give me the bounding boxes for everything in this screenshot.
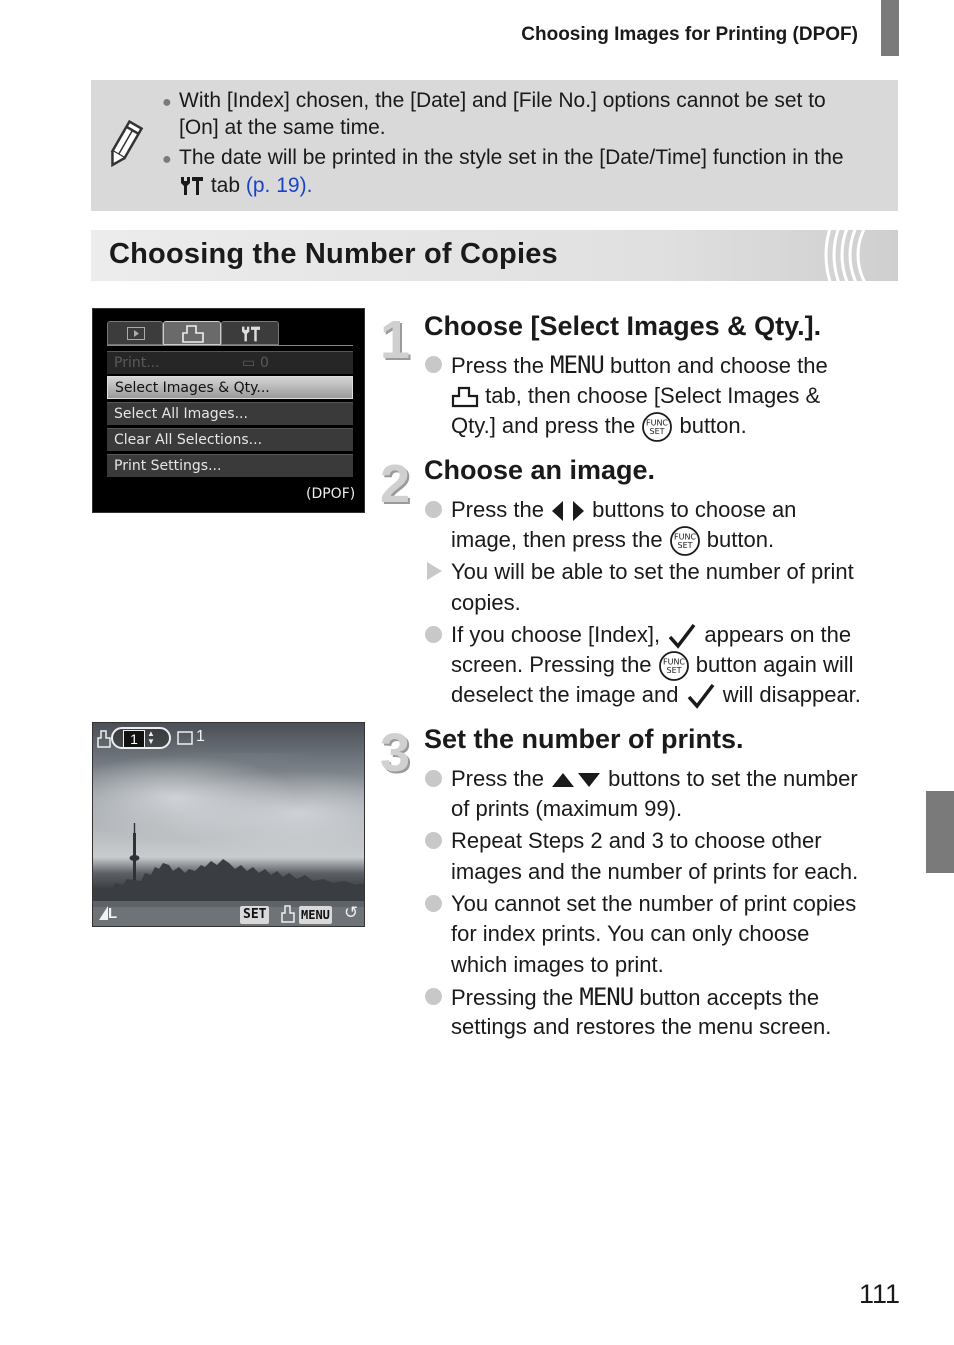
print-count: 0 <box>260 355 269 371</box>
note-text-2a: The date will be printed in the style set in the [Date/Time] function in the <box>179 146 844 169</box>
header-tab-marker <box>881 0 899 56</box>
step1-line3: Qty.] and press the FUNC SET button. <box>451 411 901 443</box>
tools-tab-icon <box>179 175 205 197</box>
menu-button-indicator: MENU <box>301 908 330 922</box>
bullet-dot <box>425 832 442 849</box>
qty-arrows-icon: ▲ ▼ <box>147 729 155 746</box>
step-title-1: Choose [Select Images & Qty.]. <box>424 311 822 341</box>
step3-line3: Repeat Steps 2 and 3 to choose other <box>451 828 822 853</box>
bullet-dot <box>425 895 442 912</box>
note-period: . <box>306 174 313 197</box>
menu-item-label: Select All Images... <box>114 406 248 422</box>
menu-item-clear-all-selections <box>107 428 353 451</box>
qty-value: 1 <box>123 730 145 748</box>
step3-line9: settings and restores the menu screen. <box>451 1014 832 1039</box>
step-title-2: Choose an image. <box>424 455 656 485</box>
step1-line2: tab, then choose [Select Images & <box>451 381 901 411</box>
step2-line1: Press the buttons to choose an <box>451 497 797 522</box>
note-text-1a: With [Index] chosen, the [Date] and [File No.] options cannot be set to <box>179 89 826 112</box>
note-tab-word: tab <box>205 174 246 197</box>
step-title-3: Set the number of prints. <box>424 724 744 754</box>
menu-item-select-all-images <box>107 402 353 425</box>
print-icon <box>97 730 111 748</box>
step3-line4: images and the number of prints for each. <box>451 859 859 884</box>
svg-text:SET: SET <box>649 427 665 437</box>
pencil-icon <box>104 120 144 170</box>
func-set-button-icon <box>658 650 690 682</box>
print-tab-icon <box>451 386 479 408</box>
qty-selector <box>111 727 171 749</box>
return-arrow-icon: ↺ <box>344 903 359 922</box>
menu-button-label: MENU <box>550 351 604 379</box>
set-button-indicator: SET <box>240 906 269 924</box>
menu-item-label: Select Images & Qty... <box>115 380 270 396</box>
tab-playback <box>107 321 163 345</box>
menu-button-label: MENU <box>579 983 634 1011</box>
step1-line1: Press the MENU button and choose the <box>451 351 828 379</box>
image-size-indicator <box>99 905 117 922</box>
checkmark-icon <box>666 622 698 650</box>
note-text-2b <box>179 172 889 200</box>
chapter-thumb-tab <box>926 791 954 873</box>
bullet-dot <box>425 770 442 787</box>
playback-icon <box>127 327 145 340</box>
func-set-button-icon <box>641 411 673 443</box>
note-bullet-dot: ● <box>162 94 172 111</box>
step3-line1: Press the buttons to set the number <box>451 766 858 791</box>
print-tab-icon <box>182 325 204 343</box>
svg-text:SET: SET <box>666 666 682 676</box>
print-icon <box>280 905 296 923</box>
step-number-3: 3 <box>380 723 411 783</box>
note-bullet-dot: ● <box>162 151 172 168</box>
result-arrow-icon <box>427 562 442 580</box>
decorative-swirl-icon <box>806 230 898 281</box>
print-count-icon: ▭ <box>242 355 256 371</box>
running-header: Choosing Images for Printing (DPOF) <box>521 24 858 45</box>
svg-text:FUNC: FUNC <box>673 532 696 542</box>
size-wedge-icon <box>99 906 108 920</box>
step3-line6: for index prints. You can only choose <box>451 921 810 946</box>
menu-divider <box>107 345 353 346</box>
menu-item-print-settings <box>107 454 353 477</box>
menu-item-label: Clear All Selections... <box>114 432 263 448</box>
bullet-dot <box>425 626 442 643</box>
bullet-dot <box>425 501 442 518</box>
svg-text:SET: SET <box>677 541 693 551</box>
tools-icon <box>239 325 263 343</box>
step2-result-line2: copies. <box>451 590 521 615</box>
copy-count-overlay <box>97 727 247 751</box>
checkmark-icon <box>685 682 717 710</box>
step2-line2: image, then press the FUNC SET button. <box>451 525 901 557</box>
step-number-1: 1 <box>380 310 411 370</box>
bullet-dot <box>425 988 442 1005</box>
menu-item-print <box>107 351 353 374</box>
menu-item-label: Print Settings... <box>114 458 222 474</box>
page-number: 111 <box>858 1279 900 1309</box>
step2-line4: screen. Pressing the FUNC SET button again will <box>451 650 901 682</box>
total-prints-count: 1 <box>196 728 205 745</box>
menu-item-label: Print... <box>114 355 160 371</box>
menu-item-select-images-qty <box>107 376 353 399</box>
step2-line5: deselect the image and will disappear. <box>451 680 901 710</box>
camera-photo-screenshot <box>92 722 365 927</box>
step3-line8: Pressing the MENU button accepts the <box>451 983 820 1011</box>
step2-line3: If you choose [Index], appears on the <box>451 620 901 650</box>
image-size-label: L <box>108 905 118 922</box>
dpof-label: (DPOF) <box>306 486 356 502</box>
step2-result-line1: You will be able to set the number of print <box>451 559 854 584</box>
note-text-1b: [On] at the same time. <box>179 116 386 139</box>
page-19-link[interactable]: (p. 19) <box>245 174 307 197</box>
step-number-2: 2 <box>380 454 411 514</box>
bullet-dot <box>425 356 442 373</box>
camera-print-menu-screenshot <box>92 308 365 513</box>
total-prints-icon <box>177 731 193 745</box>
step3-line2: of prints (maximum 99). <box>451 796 683 821</box>
tab-settings <box>221 321 279 345</box>
section-title: Choosing the Number of Copies <box>109 238 558 270</box>
svg-text:FUNC: FUNC <box>662 657 685 667</box>
left-right-arrows-icon <box>550 499 586 523</box>
up-down-arrows-icon <box>550 770 602 790</box>
tab-print <box>163 321 221 345</box>
svg-text:FUNC: FUNC <box>646 418 669 428</box>
step3-line5: You cannot set the number of print copies <box>451 891 857 916</box>
step3-line7: which images to print. <box>451 952 664 977</box>
func-set-button-icon <box>669 525 701 557</box>
